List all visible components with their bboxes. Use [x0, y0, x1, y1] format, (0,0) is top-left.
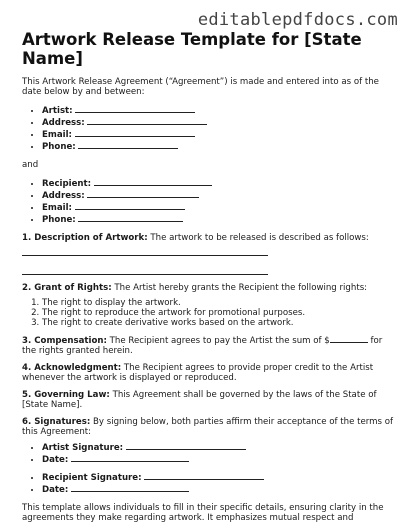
section-signatures: 6. Signatures: By signing below, both parties affirm their acceptance of the terms of this Agreement:: [22, 417, 394, 437]
section-grant-of-rights: 2. Grant of Rights: The Artist hereby grants the Recipient the following rights:: [22, 283, 368, 293]
recipient-signature-list: [22, 471, 394, 495]
artist-signature-field[interactable]: • Artist Signature:: [42, 441, 394, 453]
artist-email-field[interactable]: • Email:: [42, 128, 394, 140]
section-description: 1. Description of Artwork: The artwork to be released is described as follows:: [22, 233, 369, 243]
recipient-name-field[interactable]: • Recipient:: [42, 177, 394, 189]
artist-signature-list: [22, 441, 394, 465]
closing-paragraph: This template allows individuals to fill in their specific details, ensuring clarity in the agreements they make regarding artwork. It emphasizes mutual respect and: [22, 503, 384, 523]
section-acknowledgment: 4. Acknowledgment: The Recipient agrees to provide proper credit to the Artist whenever the artwork is displayed or reproduced.: [22, 363, 374, 383]
artist-fields-list: [22, 104, 394, 152]
compensation-amount-field[interactable]: [330, 334, 368, 343]
recipient-date-field[interactable]: • Date:: [42, 483, 394, 495]
recipient-phone-field[interactable]: • Phone:: [42, 213, 394, 225]
rights-item: 2. The right to reproduce the artwork for promotional purposes.: [42, 308, 394, 318]
recipient-email-field[interactable]: • Email:: [42, 201, 394, 213]
artist-name-field[interactable]: • Artist:: [42, 104, 394, 116]
section-compensation: 3. Compensation: The Recipient agrees to pay the Artist the sum of $ for the rights granted herein.: [22, 336, 383, 356]
description-lines[interactable]: [22, 243, 394, 283]
artist-phone-field[interactable]: • Phone:: [42, 140, 394, 152]
artist-address-field[interactable]: • Address:: [42, 116, 394, 128]
document-page: [22, 30, 394, 530]
artist-date-field[interactable]: • Date:: [42, 453, 394, 465]
description-line: [22, 255, 268, 256]
recipient-fields-list: [22, 177, 394, 225]
section-governing-law: 5. Governing Law: This Agreement shall be governed by the laws of the State of [State Name].: [22, 390, 377, 410]
rights-item: 3. The right to create derivative works based on the artwork.: [42, 318, 394, 328]
document-title: Artwork Release Template for [State Name]: [22, 30, 362, 68]
recipient-address-field[interactable]: • Address:: [42, 189, 394, 201]
intro-paragraph: This Artwork Release Agreement (“Agreement”) is made and entered into as of the date below by and between:: [22, 77, 379, 97]
description-line: [22, 274, 268, 275]
rights-item: 1. The right to display the artwork.: [42, 298, 394, 308]
and-text: and: [22, 160, 39, 170]
rights-list: [22, 298, 394, 328]
recipient-signature-field[interactable]: • Recipient Signature:: [42, 471, 394, 483]
site-watermark: editablepdfdocs.com: [197, 10, 398, 30]
